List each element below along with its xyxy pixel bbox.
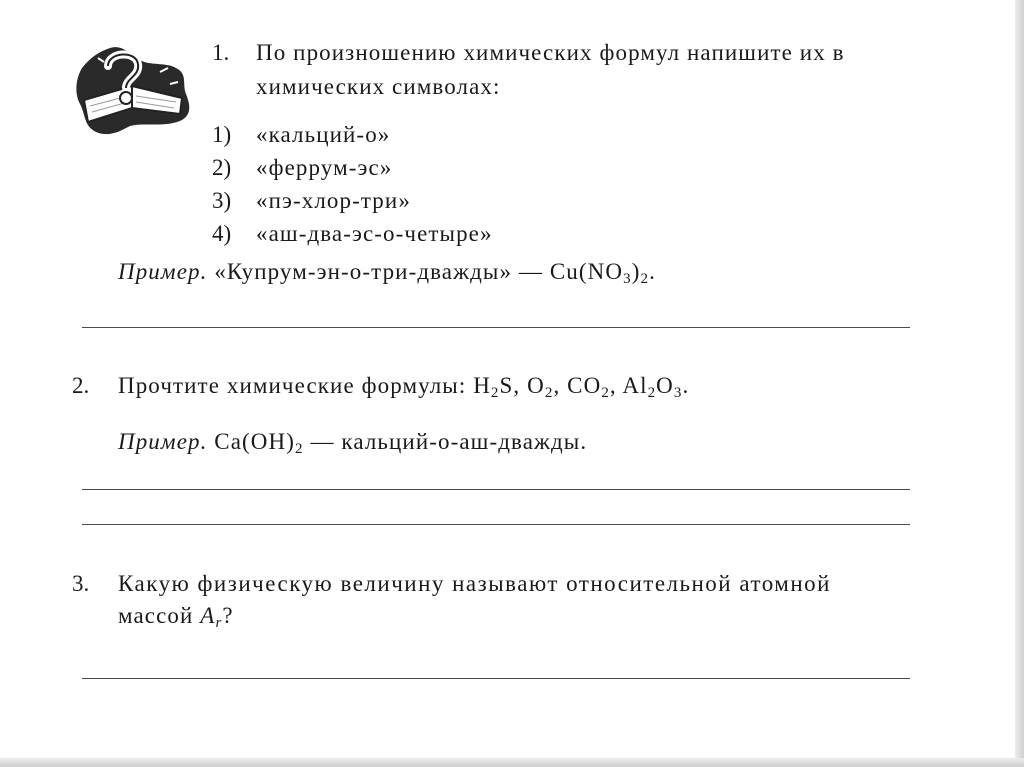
q1-number: 1. bbox=[212, 40, 230, 65]
example-subscript: 3 bbox=[623, 271, 632, 287]
formula-subscript: 2 bbox=[490, 385, 500, 401]
example-paren: ) bbox=[631, 259, 641, 284]
q3-text-line1: Какую физическую величину называют относительной атомной bbox=[118, 571, 831, 596]
q1-answer-line[interactable] bbox=[82, 327, 910, 328]
formula-part: H bbox=[473, 373, 491, 398]
q2-number: 2. bbox=[72, 373, 90, 398]
q2-lead: Прочтите химические формулы: bbox=[118, 373, 474, 398]
q1-item-text: «феррум-эс» bbox=[256, 155, 393, 180]
q1-text-line1: По произношению химических формул напишите их в bbox=[256, 40, 845, 65]
q1-item-text: «аш-два-эс-о-четыре» bbox=[256, 221, 493, 246]
formula-part: O bbox=[656, 373, 674, 398]
example-label: Пример. bbox=[118, 259, 208, 284]
q3-number: 3. bbox=[72, 571, 90, 596]
formula-subscript: 3 bbox=[673, 385, 683, 401]
q1-item-text: «пэ-хлор-три» bbox=[256, 188, 411, 213]
q2-text bbox=[118, 373, 689, 399]
q1-item-number: 1) bbox=[212, 122, 232, 147]
formula-part: O bbox=[527, 373, 545, 398]
q1-text-line2: химических символах: bbox=[256, 74, 501, 99]
q2-answer-line[interactable] bbox=[82, 524, 910, 525]
q1-item-number: 3) bbox=[212, 188, 232, 213]
example-text: — кальций-о-аш-дважды. bbox=[303, 429, 588, 454]
q3-symbol: A bbox=[200, 603, 216, 628]
q1-example bbox=[118, 259, 656, 285]
example-text: «Купрум-эн-о-три-дважды» — Cu(NO bbox=[214, 259, 624, 284]
q2-answer-line[interactable] bbox=[82, 489, 910, 490]
q1-item-number: 4) bbox=[212, 221, 232, 246]
q1-item-text: «кальций-о» bbox=[256, 122, 391, 147]
page-edge-right bbox=[1015, 0, 1024, 767]
question-book-icon bbox=[70, 38, 195, 138]
page-edge-bottom bbox=[0, 758, 1024, 767]
example-subscript: 2 bbox=[640, 271, 650, 287]
formula-subscript: 2 bbox=[544, 385, 554, 401]
formula-part: , bbox=[609, 373, 623, 398]
q2-example bbox=[118, 429, 587, 455]
formula-part: S, bbox=[499, 373, 528, 398]
formula-subscript: 2 bbox=[601, 385, 610, 401]
q3-text-line2 bbox=[118, 603, 234, 629]
example-text: Ca(OH) bbox=[207, 429, 295, 454]
formula-part: . bbox=[682, 373, 690, 398]
example-subscript: 2 bbox=[295, 441, 304, 457]
formula-part: , bbox=[553, 373, 568, 398]
q3-answer-line[interactable] bbox=[82, 678, 910, 679]
q1-item-number: 2) bbox=[212, 155, 232, 180]
q3-question-mark: ? bbox=[222, 603, 234, 628]
example-end: . bbox=[649, 259, 656, 284]
example-label: Пример. bbox=[118, 429, 208, 454]
q3-line2-text: массой bbox=[118, 603, 201, 628]
formula-subscript: 2 bbox=[647, 385, 657, 401]
formula-part: CO bbox=[567, 373, 602, 398]
q3-symbol-subscript: r bbox=[215, 615, 223, 631]
formula-part: Al bbox=[622, 373, 648, 398]
